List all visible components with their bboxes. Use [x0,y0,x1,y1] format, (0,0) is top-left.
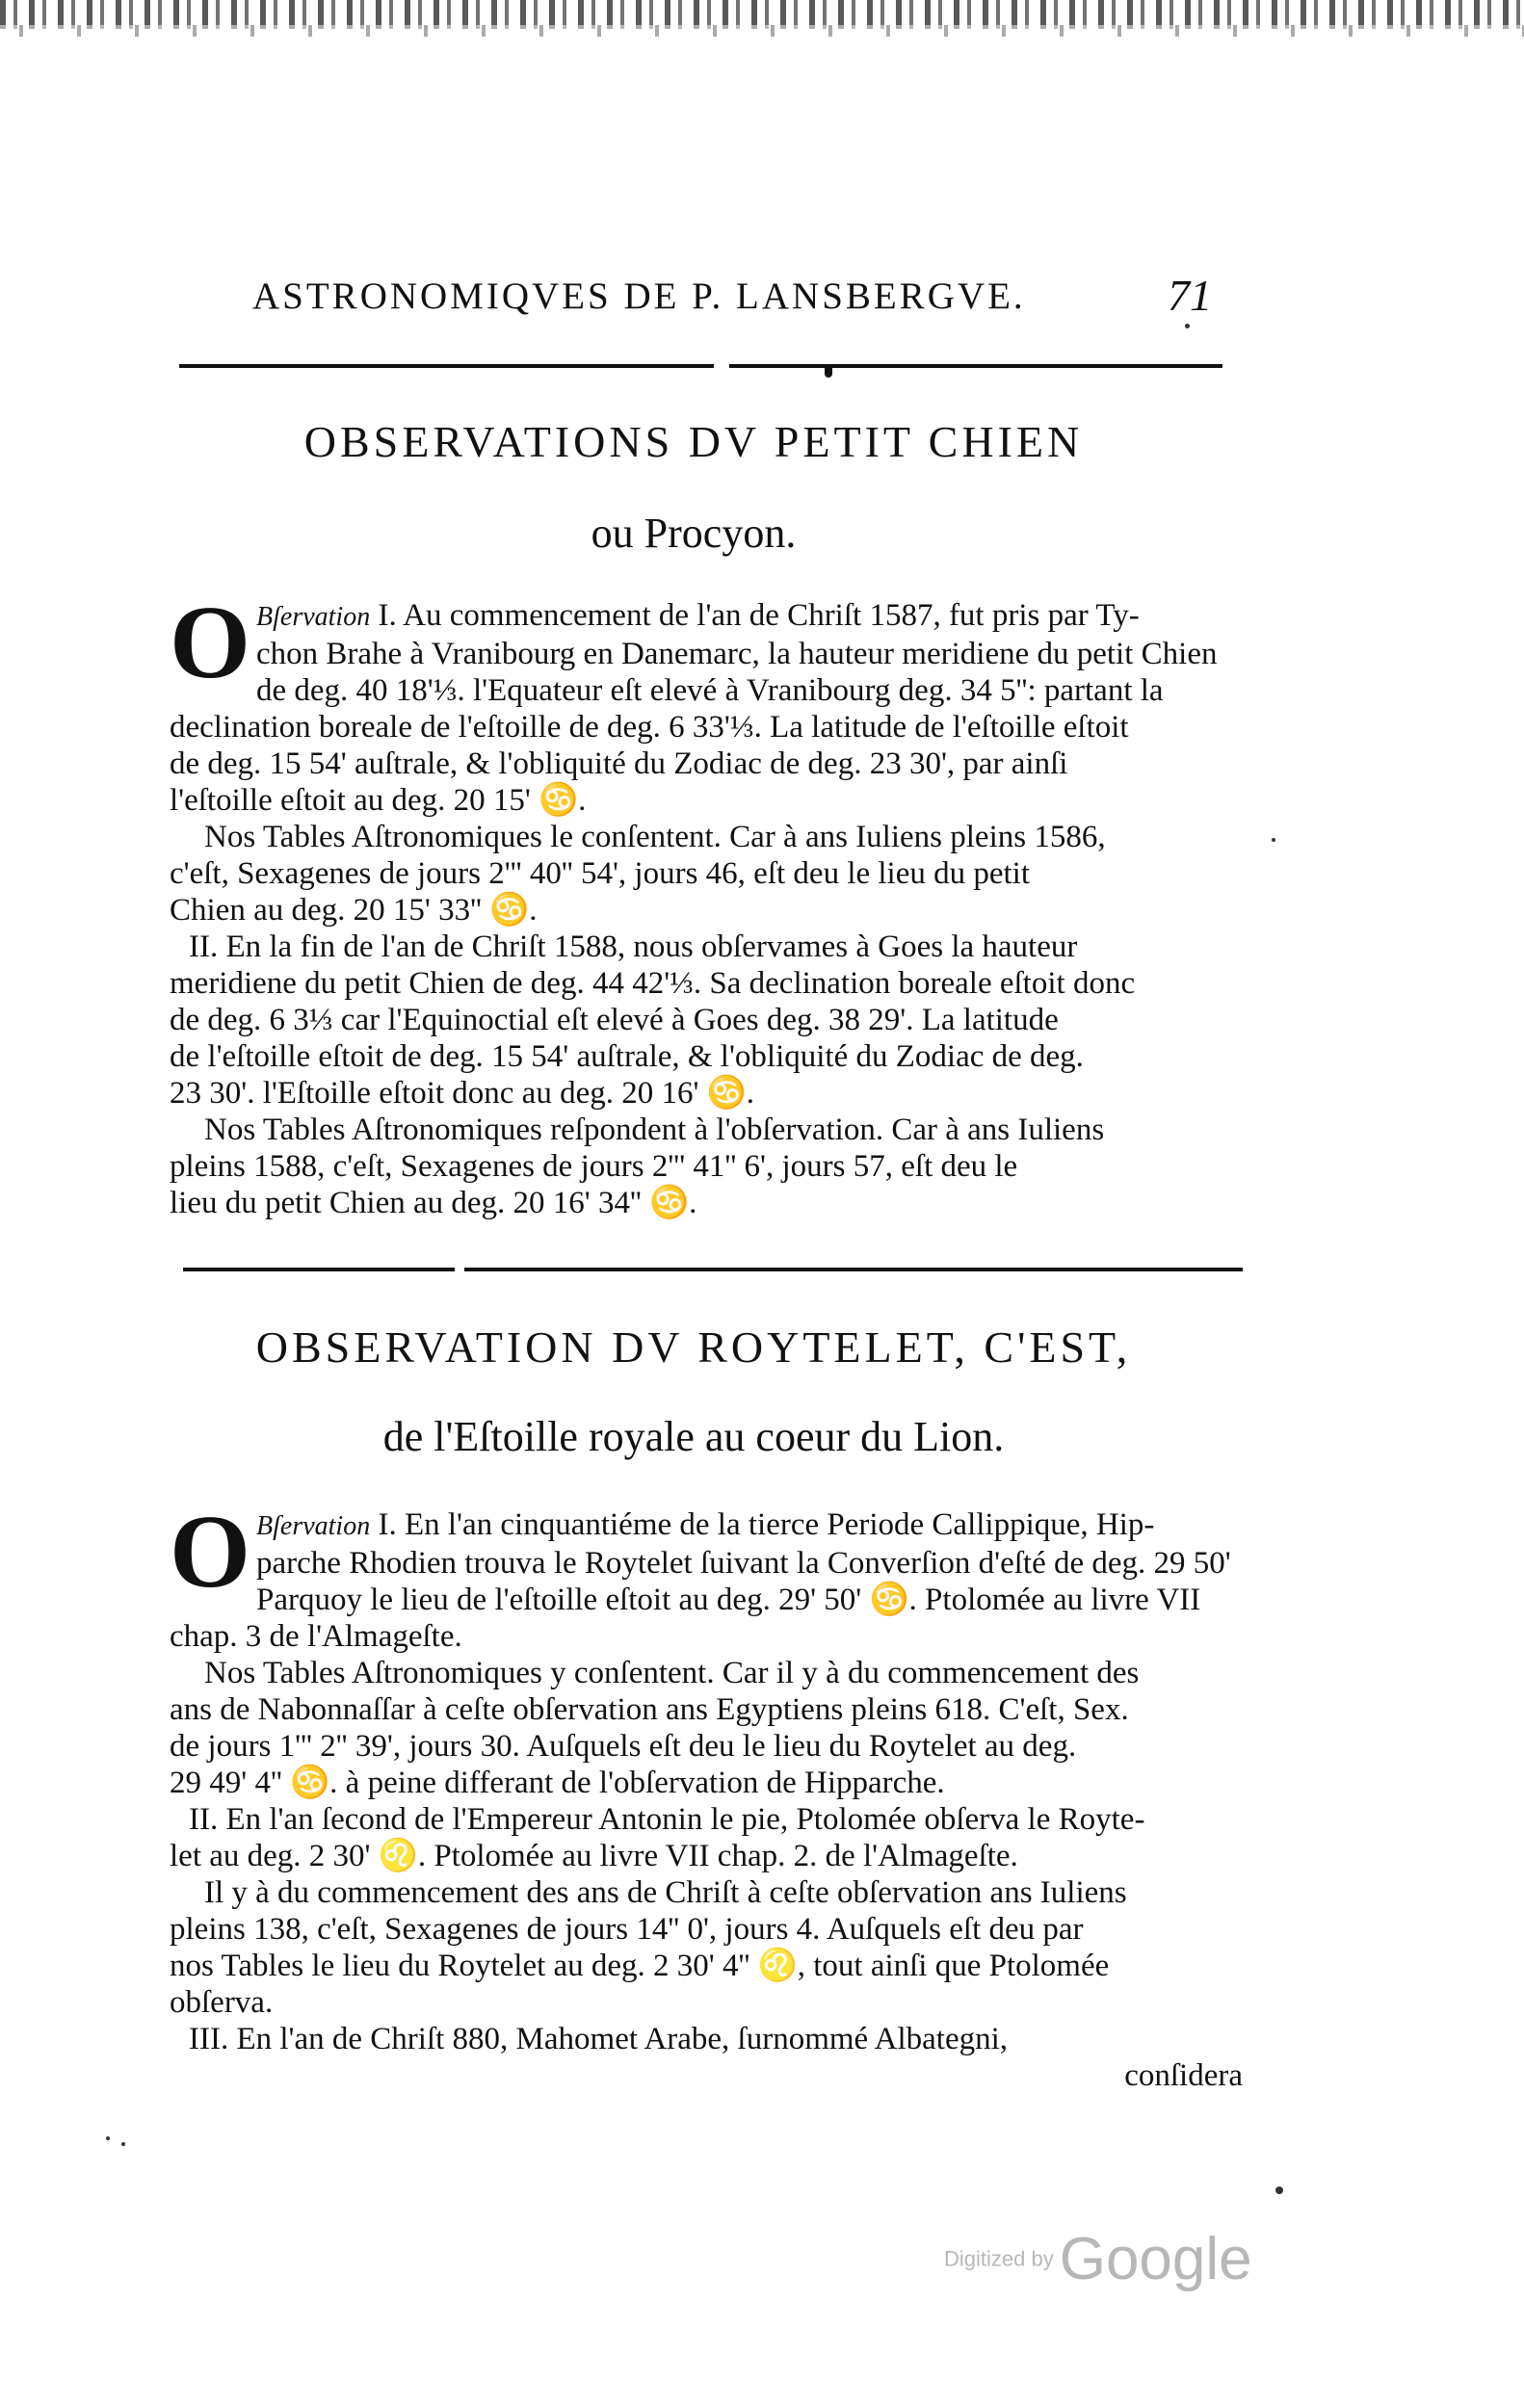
section1-line: lieu du petit Chien au deg. 20 16' 34'' ♋. [170,1186,697,1220]
scan-speck [1272,838,1275,842]
catchword: conſidera [1124,2058,1243,2093]
section2-line: Parquoy le lieu de l'eſtoille eſtoit au deg. 29' 50' ♋. Ptolomée au livre VII [256,1583,1201,1617]
drop-cap: O [170,586,251,700]
section2-para1 [170,1495,1243,1655]
section2-line: Il y à du commencement des ans de Chriſt à ceſte obſervation ans Iuliens [204,1875,1127,1910]
section1-para4 [170,1112,1243,1221]
section2-line: parche Rhodien trouva le Roytelet ſuivant la Converſion d'eſté de deg. 29 50' [256,1546,1231,1581]
section-rule-right [464,1268,1243,1271]
section1-line: Nos Tables Aſtronomiques reſpondent à l'obſervation. Car à ans Iuliens [204,1112,1105,1147]
section2-line: II. En l'an ſecond de l'Empereur Antonin le pie, Ptolomée obſerva le Royte- [189,1802,1145,1837]
section2-subheading: de l'Eſtoille royale au coeur du Lion. [382,1413,1005,1460]
section1-line: Chien au deg. 20 15' 33'' ♋. [170,893,538,928]
section2-line: obſerva. [170,1985,274,2020]
section2-para5 [170,2021,1243,2057]
section1-line: 23 30'. l'Eſtoille eſtoit donc au deg. 20 16' ♋. [170,1076,755,1111]
para-lead: Bſervation [256,1511,371,1541]
section1-line: c'eſt, Sexagenes de jours 2''' 40'' 54', jours 46, eſt deu le lieu du petit [170,856,1031,891]
section2-line: Bſervation I. En l'an cinquantiéme de la tierce Periode Callippique, Hip- [256,1507,1155,1542]
section2-para4 [170,1874,1243,2021]
section1-line: l'eſtoille eſtoit au deg. 20 15' ♋. [170,783,587,818]
header-rule-right [729,364,1222,368]
scan-speck [121,2142,125,2146]
section2-line: III. En l'an de Chriſt 880, Mahomet Arabe, ſurnommé Albategni, [189,2022,1009,2056]
section1-line: pleins 1588, c'eſt, Sexagenes de jours 2''' 41'' 6', jours 57, eſt deu le [170,1149,1018,1184]
section1-line: declination boreale de l'eſtoille de deg. 6 33'⅓. La latitude de l'eſtoille eſtoit [170,710,1129,745]
section1-body [170,586,1243,1221]
scan-top-edge-specks [0,25,1524,37]
section2-line: pleins 138, c'eſt, Sexagenes de jours 14'' 0', jours 4. Auſquels eſt deu par [170,1912,1084,1947]
running-head: ASTRONOMIQVES DE P. LANSBERGVE. [252,275,1026,317]
section1-line: de deg. 15 54' auſtrale, & l'obliquité du Zodiac de deg. 23 30', par ainſi [170,746,1068,781]
google-wordmark: Google [1059,2226,1252,2292]
section2-para3 [170,1801,1243,1874]
page-number: 71 [1168,271,1212,320]
header-rule-left [179,364,714,368]
section2-line: nos Tables le lieu du Roytelet au deg. 2 30' 4'' ♌, tout ainſi que Ptolomée [170,1949,1110,1983]
section1-para3 [170,929,1243,1112]
section1-line: Bſervation I. Au commencement de l'an de Chriſt 1587, fut pris par Ty- [256,598,1140,633]
section1-line: meridiene du petit Chien de deg. 44 42'⅓. Sa declination boreale eſtoit donc [170,966,1136,1001]
section2-body [170,1495,1243,2094]
section1-line: II. En la fin de l'an de Chriſt 1588, nous obſervames à Goes la hauteur [189,929,1078,964]
section1-line: de deg. 40 18'⅓. l'Equateur eſt elevé à Vranibourg deg. 34 5'': partant la [256,673,1164,708]
section1-para1 [170,586,1243,819]
section1-para2 [170,819,1243,929]
section2-line: de jours 1''' 2'' 39', jours 30. Auſquels eſt deu le lieu du Roytelet au deg. [170,1729,1077,1764]
scan-speck [1185,324,1190,328]
section2-line: chap. 3 de l'Almageſte. [170,1619,462,1654]
para-lead: Bſervation [256,602,371,632]
digitized-watermark [944,2225,1252,2293]
drop-cap: O [170,1495,251,1610]
section2-line: Nos Tables Aſtronomiques y conſentent. Car il y à du commencement des [204,1656,1140,1690]
digitized-by-text: Digitized by [944,2246,1054,2271]
section1-subheading: ou Procyon. [591,510,797,557]
section2-heading: OBSERVATION DV ROYTELET, C'EST, [255,1322,1132,1372]
section2-line: let au deg. 2 30' ♌. Ptolomée au livre VII chap. 2. de l'Almageſte. [170,1839,1018,1873]
rule-ornament [825,368,832,378]
section1-line: de deg. 6 3⅓ car l'Equinoctial eſt elevé à Goes deg. 38 29'. La latitude [170,1003,1059,1037]
section1-heading: OBSERVATIONS DV PETIT CHIEN [303,417,1084,466]
scan-speck [106,2136,110,2140]
section-rule-left [183,1268,455,1271]
section2-para2 [170,1655,1243,1801]
section1-line: chon Brahe à Vranibourg en Danemarc, la hauteur meridiene du petit Chien [256,637,1218,671]
section1-line: de l'eſtoille eſtoit de deg. 15 54' auſtrale, & l'obliquité du Zodiac de deg. [170,1039,1084,1074]
section2-line: ans de Nabonnaſſar à ceſte obſervation ans Egyptiens pleins 618. C'eſt, Sex. [170,1692,1129,1727]
scan-speck [1275,2186,1283,2194]
section1-line: Nos Tables Aſtronomiques le conſentent. Car à ans Iuliens pleins 1586, [204,820,1106,854]
section2-line: 29 49' 4'' ♋. à peine differant de l'obſervation de Hipparche. [170,1766,945,1800]
